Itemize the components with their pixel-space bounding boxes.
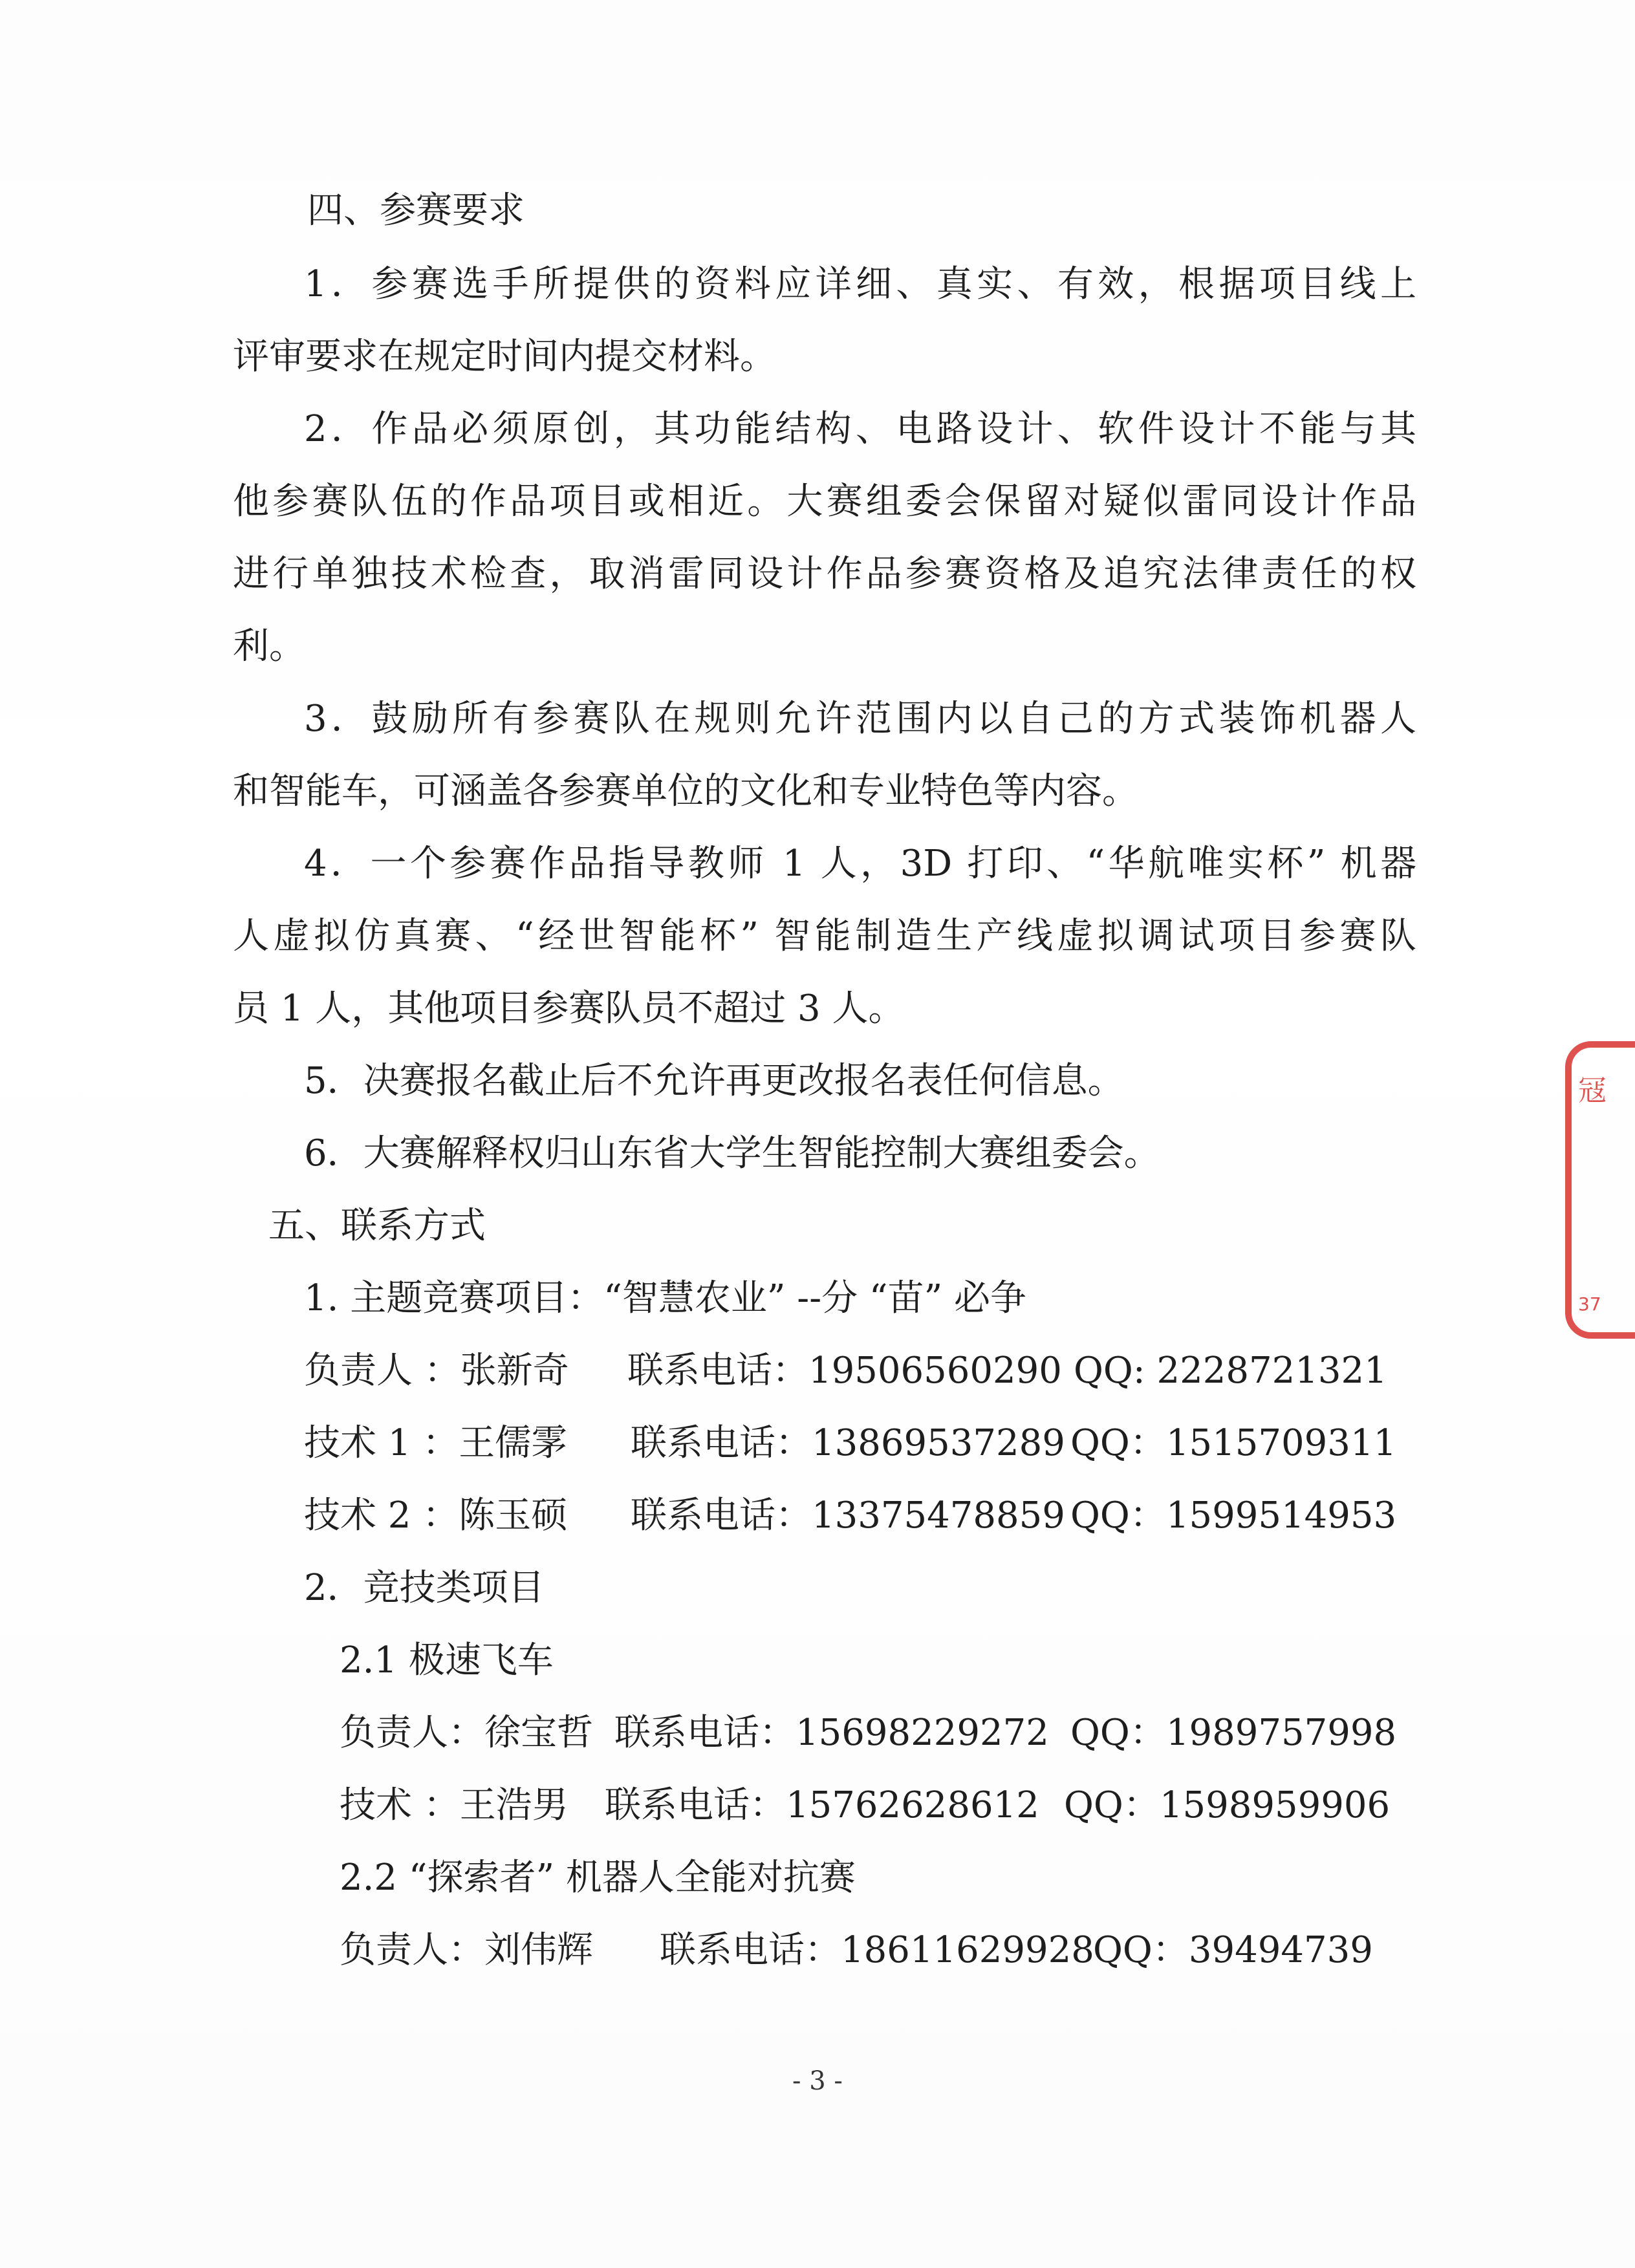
req-2-line-4: 利。 [233,625,305,667]
req-2-line-1: 2．作品必须原创，其功能结构、电路设计、软件设计不能与其 [304,408,1416,450]
seal-text-bottom: 37 [1578,1293,1601,1315]
contact-role: 技术 2 ：陈玉硕 [304,1495,568,1537]
contact-qq: QQ：1989757998 [1070,1712,1397,1754]
contact-phone: 联系电话：19506560290 [627,1350,1062,1392]
req-6-line-1: 6．大赛解释权归山东省大学生智能控制大赛组委会。 [304,1132,1160,1174]
contact-role: 技术 1 ：王儒雺 [304,1422,568,1464]
req-4-line-2: 人虚拟仿真赛、“经世智能杯” 智能制造生产线虚拟调试项目参赛队 [233,915,1416,957]
req-3-line-2: 和智能车，可涵盖各参赛单位的文化和专业特色等内容。 [233,770,1138,812]
req-4-line-1: 4．一个参赛作品指导教师 1 人，3D 打印、“华航唯实杯” 机器 [304,843,1416,885]
req-3-line-1: 3．鼓励所有参赛队在规则允许范围内以自己的方式装饰机器人 [304,698,1416,740]
contact-role: 技术 ：王浩男 [340,1784,568,1826]
contact-qq: QQ：39494739 [1093,1929,1373,1971]
contact-qq: QQ：1515709311 [1070,1422,1397,1464]
contact-phone: 联系电话：15698229272 [614,1712,1049,1754]
section-4-title: 四、参赛要求 [307,189,525,232]
section-5-title: 五、联系方式 [268,1205,486,1247]
contact-part-2-1-title: 2.1 极速飞车 [340,1639,554,1681]
contact-role: 负责人：徐宝哲 [340,1712,593,1754]
req-2-line-3: 进行单独技术检查，取消雷同设计作品参赛资格及追究法律责任的权 [233,553,1416,595]
req-5-line-1: 5．决赛报名截止后不允许再更改报名表任何信息。 [304,1060,1124,1102]
contact-role: 负责人 ：张新奇 [304,1350,569,1392]
req-2-line-2: 他参赛队伍的作品项目或相近。大赛组委会保留对疑似雷同设计作品 [233,481,1416,523]
contact-qq: QQ：1598959906 [1064,1784,1391,1826]
contact-phone: 联系电话：18611629928 [660,1929,1094,1971]
page-number: - 3 - [792,2066,843,2096]
official-seal-stamp [1546,1041,1635,1339]
contact-part-1-title: 1. 主题竞赛项目：“智慧农业” --分 “苗” 必争 [304,1277,1026,1319]
contact-role: 负责人：刘伟辉 [340,1929,593,1971]
seal-text-top: 冦 [1578,1074,1607,1107]
req-1-line-2: 评审要求在规定时间内提交材料。 [233,336,776,378]
req-1-line-1: 1．参赛选手所提供的资料应详细、真实、有效，根据项目线上 [304,263,1416,305]
contact-phone: 联系电话：13375478859 [631,1495,1065,1537]
contact-qq: QQ: 2228721321 [1074,1350,1387,1392]
contact-qq: QQ：1599514953 [1070,1495,1397,1537]
contact-part-2-2-title: 2.2 “探索者” 机器人全能对抗赛 [340,1857,856,1899]
contact-phone: 联系电话：13869537289 [631,1422,1065,1464]
req-4-line-3: 员 1 人，其他项目参赛队员不超过 3 人。 [233,988,905,1030]
contact-part-2-title: 2．竞技类项目 [304,1567,545,1609]
contact-phone: 联系电话：15762628612 [605,1784,1039,1826]
